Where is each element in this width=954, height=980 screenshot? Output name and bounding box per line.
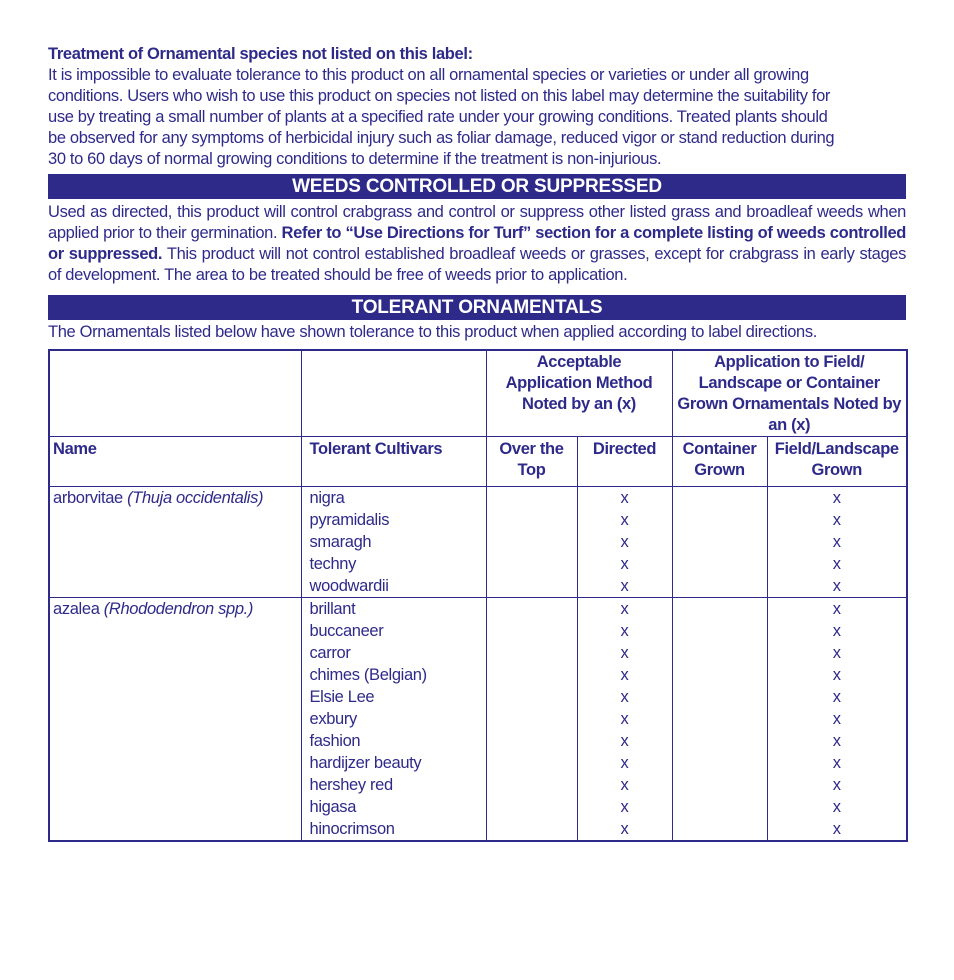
x-mark: x [620, 511, 629, 529]
cultivar-name: hardijzer beauty [309, 754, 422, 772]
mark-cell-directed [577, 598, 672, 842]
tolerant-ornamentals-table [48, 349, 908, 842]
intro-paragraph [48, 65, 906, 170]
empty-header-cell [49, 350, 301, 437]
x-mark: x [620, 555, 629, 573]
weeds-section-title: WEEDS CONTROLLED OR SUPPRESSED [48, 174, 906, 199]
cultivars-cell [301, 487, 486, 598]
container-field-header: Application to Field/ Landscape or Container Grown Ornamentals Noted by an (x) [672, 350, 907, 437]
x-mark: x [832, 600, 841, 618]
col-field-landscape-header: Field/Landscape Grown [767, 437, 907, 487]
species-rows [49, 487, 907, 842]
x-mark: x [620, 710, 629, 728]
cultivar-name: techny [309, 555, 357, 573]
cultivar-name: woodwardii [309, 577, 389, 595]
intro-block [48, 44, 906, 65]
x-mark: x [620, 688, 629, 706]
x-mark: x [620, 754, 629, 772]
x-mark: x [620, 622, 629, 640]
cultivar-name: nigra [309, 489, 345, 507]
species-name [53, 487, 301, 509]
mark-cell-container [672, 487, 767, 598]
col-name-header: Name [49, 437, 301, 487]
species-name [53, 598, 301, 620]
species-name-cell [49, 598, 301, 842]
col-container-grown-header: Container Grown [672, 437, 767, 487]
x-mark: x [620, 533, 629, 551]
mark-cell-field [767, 487, 907, 598]
cultivar-name: hershey red [309, 776, 393, 794]
species-latin-name: (Rhododendron spp.) [103, 600, 254, 618]
cultivars-cell [301, 598, 486, 842]
cultivar-name: brillant [309, 600, 356, 618]
application-method-header: Acceptable Application Method Noted by an (x) [486, 350, 672, 437]
species-name-cell [49, 487, 301, 598]
x-mark: x [832, 511, 841, 529]
x-mark: x [620, 600, 629, 618]
weeds-text-a: Used as directed, this product will control crabgrass and control or suppress other listed grass and broadleaf weeds when applied prior to their germination. [48, 203, 906, 242]
cultivar-name: chimes (Belgian) [309, 666, 427, 684]
tolerant-intro: The Ornamentals listed below have shown tolerance to this product when applied according to label directions. [48, 323, 817, 341]
cultivar-name: carror [309, 644, 351, 662]
cultivar-name: pyramidalis [309, 511, 390, 529]
x-mark: x [832, 622, 841, 640]
x-mark: x [620, 776, 629, 794]
species-common-name: azalea [53, 600, 100, 618]
col-directed-header: Directed [577, 437, 672, 487]
x-mark: x [832, 710, 841, 728]
cultivar-name: buccaneer [309, 622, 384, 640]
group-header-row [49, 350, 907, 437]
cultivar-name: fashion [309, 732, 361, 750]
intro-line: It is impossible to evaluate tolerance to this product on all ornamental species or varieties or under all growing [48, 66, 809, 84]
mark-cell-container [672, 598, 767, 842]
x-mark: x [832, 644, 841, 662]
intro-line: be observed for any symptoms of herbicidal injury such as foliar damage, reduced vigor or stand reduction during [48, 129, 835, 147]
mark-cell-over-the-top [486, 487, 577, 598]
x-mark: x [832, 489, 841, 507]
cultivar-name: smaragh [309, 533, 372, 551]
x-mark: x [832, 577, 841, 595]
cultivar-name: higasa [309, 798, 357, 816]
x-mark: x [832, 820, 841, 838]
table-row [49, 598, 907, 842]
table-row [49, 487, 907, 598]
intro-line: use by treating a small number of plants at a specified rate under your growing conditions. Treated plants should [48, 108, 828, 126]
mark-cell-directed [577, 487, 672, 598]
weeds-text-b: This product will not control established broadleaf weeds or grasses, except for crabgrass in early stages of development. The area to be treated should be free of weeds prior to application. [48, 245, 907, 284]
species-common-name: arborvitae [53, 489, 123, 507]
x-mark: x [620, 798, 629, 816]
weeds-text-bold: Refer to “Use Directions for Turf” section for a complete listing of weeds controlled or suppressed. [48, 224, 907, 263]
x-mark: x [832, 732, 841, 750]
intro-heading: Treatment of Ornamental species not listed on this label: [48, 45, 473, 63]
column-header-row [49, 437, 907, 487]
cultivar-name: exbury [309, 710, 357, 728]
cultivar-name: Elsie Lee [309, 688, 375, 706]
weeds-paragraph [48, 202, 906, 286]
cultivar-name: hinocrimson [309, 820, 395, 838]
mark-cell-field [767, 598, 907, 842]
x-mark: x [620, 489, 629, 507]
intro-line: conditions. Users who wish to use this product on species not listed on this label may determine the suitability for [48, 87, 831, 105]
x-mark: x [832, 754, 841, 772]
x-mark: x [832, 688, 841, 706]
x-mark: x [620, 820, 629, 838]
species-latin-name: (Thuja occidentalis) [127, 489, 264, 507]
empty-header-cell [301, 350, 486, 437]
x-mark: x [620, 666, 629, 684]
col-cultivars-header: Tolerant Cultivars [301, 437, 486, 487]
x-mark: x [620, 577, 629, 595]
intro-line: 30 to 60 days of normal growing conditions to determine if the treatment is non-injurious. [48, 150, 662, 168]
col-over-the-top-header: Over the Top [486, 437, 577, 487]
x-mark: x [832, 666, 841, 684]
x-mark: x [620, 644, 629, 662]
x-mark: x [832, 798, 841, 816]
x-mark: x [832, 533, 841, 551]
x-mark: x [832, 776, 841, 794]
x-mark: x [832, 555, 841, 573]
tolerant-section-title: TOLERANT ORNAMENTALS [48, 295, 906, 320]
x-mark: x [620, 732, 629, 750]
label-section [48, 44, 906, 842]
mark-cell-over-the-top [486, 598, 577, 842]
